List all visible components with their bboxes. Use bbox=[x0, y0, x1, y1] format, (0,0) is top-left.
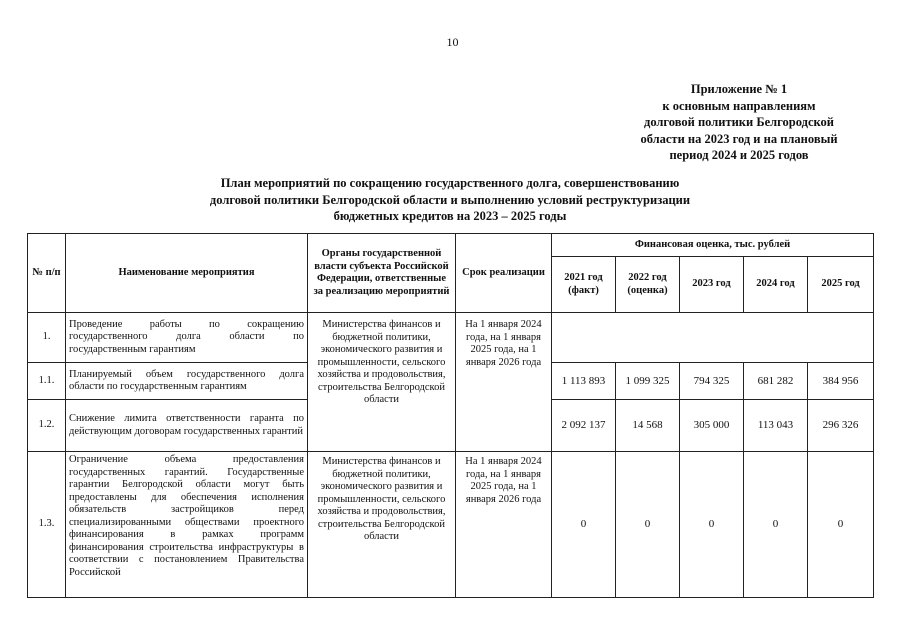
header-2022: 2022 год (оценка) bbox=[616, 257, 680, 313]
header-num: № п/п bbox=[28, 234, 66, 313]
header-2021: 2021 год (факт) bbox=[552, 257, 616, 313]
table-row bbox=[28, 313, 874, 363]
plan-table bbox=[27, 233, 874, 598]
organs-cell: Министерства финансов и бюджетной политики, экономического развития и промышленности, сельского хозяйства и продовольствия, строительства Белгородской области bbox=[308, 313, 456, 452]
appendix-line: области на 2023 год и на плановый bbox=[640, 131, 838, 146]
header-2024: 2024 год bbox=[744, 257, 808, 313]
value-2023: 305 000 bbox=[680, 400, 744, 452]
header-name: Наименование мероприятия bbox=[66, 234, 308, 313]
row-name: Снижение лимита ответственности гаранта по действующим договорам государственных гарантий bbox=[66, 400, 308, 452]
row-num: 1. bbox=[28, 313, 66, 363]
value-2025: 296 326 bbox=[808, 400, 874, 452]
title-line: План мероприятий по сокращению государственного долга, совершенствованию bbox=[220, 176, 680, 190]
value-2024: 0 bbox=[744, 452, 808, 598]
value-2021: 1 113 893 bbox=[552, 363, 616, 400]
value-2022: 14 568 bbox=[616, 400, 680, 452]
value-2022: 0 bbox=[616, 452, 680, 598]
row-num: 1.1. bbox=[28, 363, 66, 400]
row-name: Ограничение объема предоставления государственных гарантий. Государственные гарантии Белгородской области могут быть предоставлены для обеспечения исполнения обязательств застройщиков перед специализированными обществами проектного финансирования в рамках программ финансирования строительства инфраструктуры в соответствии с постановлением Правительства Российской bbox=[66, 452, 308, 598]
value-2021: 0 bbox=[552, 452, 616, 598]
appendix-line: к основным направлениям bbox=[662, 98, 816, 113]
value-2023: 0 bbox=[680, 452, 744, 598]
row-name: Проведение работы по сокращению государственного долга области по государственным гарантиям bbox=[66, 313, 308, 363]
organs-cell: Министерства финансов и бюджетной политики, экономического развития и промышленности, сельского хозяйства и продовольствия, строительства Белгородской области bbox=[308, 452, 456, 598]
empty-finance-cell bbox=[552, 313, 874, 363]
title-line: долговой политики Белгородской области и выполнению условий реструктуризации bbox=[209, 192, 691, 207]
page-number: 10 bbox=[446, 35, 459, 49]
appendix-block bbox=[619, 81, 859, 164]
row-num: 1.2. bbox=[28, 400, 66, 452]
header-term: Срок реализации bbox=[456, 234, 552, 313]
header-organs: Органы государственной власти субъекта Российской Федерации, ответственные за реализацию мероприятий bbox=[308, 234, 456, 313]
appendix-line: период 2024 и 2025 годов bbox=[669, 148, 809, 162]
row-name: Планируемый объем государственного долга области по государственным гарантиям bbox=[66, 363, 308, 400]
value-2024: 681 282 bbox=[744, 363, 808, 400]
document-title bbox=[150, 175, 750, 225]
appendix-line: долговой политики Белгородской bbox=[644, 115, 834, 129]
value-2022: 1 099 325 bbox=[616, 363, 680, 400]
value-2024: 113 043 bbox=[744, 400, 808, 452]
value-2021: 2 092 137 bbox=[552, 400, 616, 452]
row-num: 1.3. bbox=[28, 452, 66, 598]
table-row bbox=[28, 452, 874, 598]
value-2023: 794 325 bbox=[680, 363, 744, 400]
appendix-line: Приложение № 1 bbox=[690, 82, 788, 96]
header-2025: 2025 год bbox=[808, 257, 874, 313]
header-finance: Финансовая оценка, тыс. рублей bbox=[552, 234, 874, 257]
title-line: бюджетных кредитов на 2023 – 2025 годы bbox=[333, 209, 567, 223]
header-2023: 2023 год bbox=[680, 257, 744, 313]
term-cell: На 1 января 2024 года, на 1 января 2025 года, на 1 января 2026 года bbox=[456, 452, 552, 598]
value-2025: 0 bbox=[808, 452, 874, 598]
value-2025: 384 956 bbox=[808, 363, 874, 400]
term-cell: На 1 января 2024 года, на 1 января 2025 года, на 1 января 2026 года bbox=[456, 313, 552, 452]
